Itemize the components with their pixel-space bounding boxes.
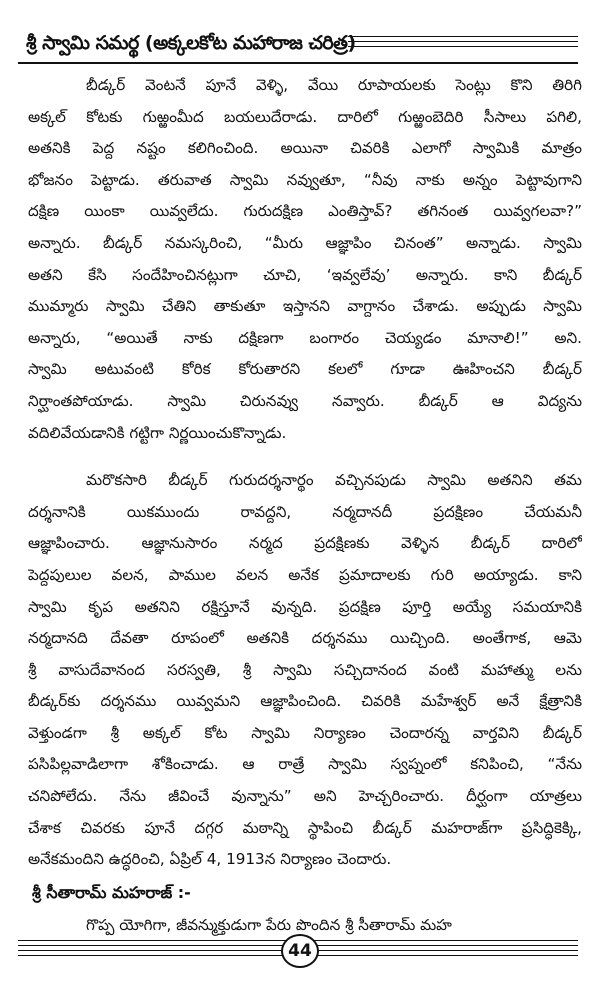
text-line: దర్శనానికి యికముందు రావద్దని, నర్మదానదీ ప్రదక్షిణం చేయమనీ [28,502,582,521]
text-line: వదిలివేయడానికి గట్టిగా నిర్ణయించుకొన్నాడు. [28,423,287,442]
text-line: బీడ్కర్‌కు దర్శనము యివ్వమని ఆజ్ఞాపించింది. చివరికి మహేశ్వర్ అనే క్షేత్రానికి [28,692,582,711]
text-line: అక్కల్ కోటకు గుఱ్ఱంమీద బయలుదేరాడు. దారిలో గుఱ్ఱంబెదిరి సీసాలు పగిలి, [28,107,582,126]
header-title: శ్రీ స్వామి సమర్థ (అక్కలకోట మహారాజ చరిత్ర) [26,32,356,54]
text-line: చనిపోలేదు. నేను జీవించే వున్నాను” అని హెచ్చరించారు. దీర్ఘంగా యాత్రలు [28,787,582,806]
text-line: చేశాక చివరకు పూనే దగ్గర మఠాన్ని స్థాపించి బీడ్కర్ మహరాజ్‌గా ప్రసిద్ధికెక్కి, [28,818,582,837]
text-line: అన్నారు. బీడ్కర్ నమస్కరించి, “మీరు ఆజ్ఞాపిం చినంత” అన్నాడు. స్వామి [28,233,582,252]
text-line: గొప్ప యోగిగా, జీవన్ముక్తుడుగా పేరు పొందిన శ్రీ సీతారామ్ మహ [86,915,452,934]
text-line: అతని కేసి సందేహించినట్లుగా చూచి, ‘ఇవ్వలేవు’ అన్నారు. కాని బీడ్కర్ [28,265,582,284]
header-underline [18,62,578,64]
page-body [28,70,582,941]
page-footer [18,934,578,974]
text-line: నర్మదానది దేవతా రూపంలో అతనికి దర్శనము యిచ్చింది. అంతేగాక, ఆమె [28,629,582,648]
text-line: భోజనం పెట్టాడు. తరువాత స్వామి నవ్వుతూ, “నీవు నాకు అన్నం పెట్టావుగాని [28,170,582,189]
text-line: నిర్ఘాంతపోయాడు. స్వామి చిరునవ్వు నవ్వారు. బీడ్కర్ ఆ విద్యను [28,391,582,410]
header-rules [348,36,578,51]
text-line: వెళ్తుండగా శ్రీ అక్కల్ కోట స్వామి నిర్యాణం చెందారన్న వార్తవిని బీడ్కర్ [28,723,582,742]
text-line: మరొకసారి బీడ్కర్ గురుదర్శనార్థం వచ్చినపుడు స్వామి అతనిని తమ [86,471,582,490]
text-line: అన్నారు, “అయితే నాకు దక్షిణగా బంగారం చెయ్యడం మానాలి!” అని. [28,328,582,347]
text-line: అతనికి పెద్ద నష్టం కలిగించింది. అయినా చివరికి ఎలాగో స్వామికి మాత్రం [28,139,582,158]
text-line: స్వామి అటువంటి కోరిక కోరుతారని కలలో గూడా ఊహించని బీడ్కర్ [28,360,582,379]
text-line: ముమ్మారు స్వామి చేతిని తాకుతూ ఇస్తానని వాగ్దానం చేశాడు. అప్పుడు స్వామి [28,297,582,316]
text-line: అనేకమందిని ఉద్ధరించి, ఏప్రిల్ 4, 1913న నిర్యాణం చెందారు. [28,850,392,869]
paragraph-1 [28,70,582,449]
text-line: దక్షిణ యింకా యివ్వలేదు. గురుదక్షిణ ఎంతిస్తావ్? తగినంత యివ్వగలవా?” [28,202,582,221]
text-line: పెద్దపులుల వలన, పాముల వలన అనేక ప్రమాదాలకు గురి అయ్యాడు. కాని [28,565,582,584]
text-line: ఆజ్ఞాపించారు. ఆజ్ఞానుసారం నర్మద ప్రదక్షిణకు వెళ్ళిన బీడ్కర్ దారిలో [28,534,582,553]
text-line: బీడ్కర్ వెంటనే పూనే వెళ్ళి, వేయి రూపాయలకు సెంట్లు కొని తిరిగి [86,76,582,94]
section-heading: శ్రీ సీతారామ్ మహరాజ్ :- [32,882,191,902]
page-number: 44 [281,934,319,968]
running-header [18,30,578,62]
text-line: స్వామి కృప అతనిని రక్షిస్తూనే వున్నది. ప్రదక్షిణ పూర్తి అయ్యే సమయానికి [28,597,582,616]
text-line: పసిపిల్లవాడిలాగా శోకించాడు. ఆ రాత్రే స్వామి స్వప్నంలో కనిపించి, “నేను [28,755,582,774]
paragraph-2 [28,465,582,876]
text-line: శ్రీ వాసుదేవానంద సరస్వతి, శ్రీ స్వామి సచ్చిదానంద వంటి మహాత్ము లను [28,660,582,679]
